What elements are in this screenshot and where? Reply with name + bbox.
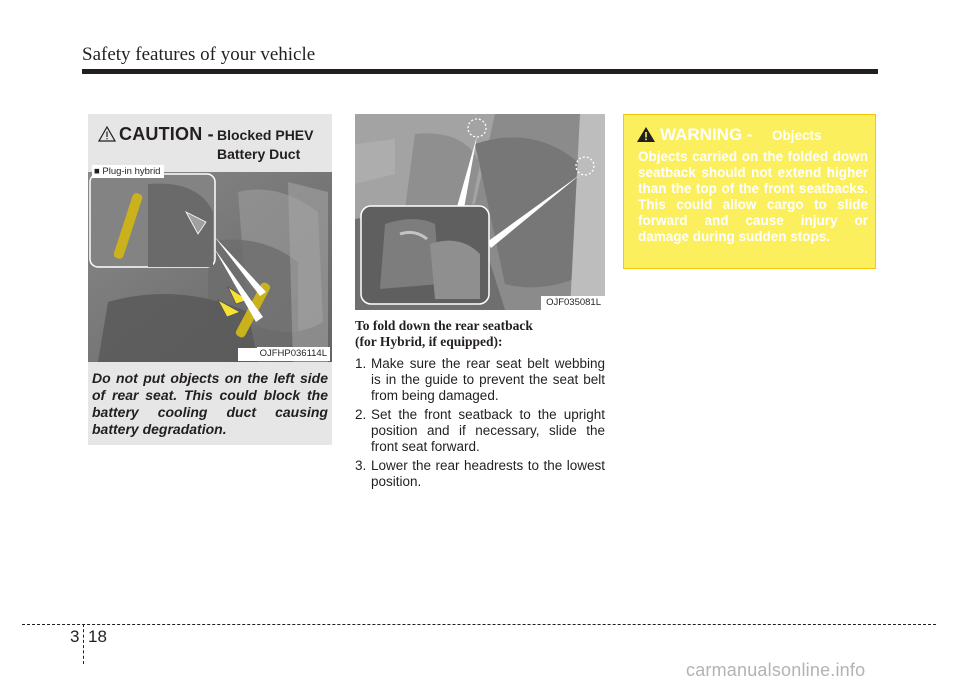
step-number: 3. xyxy=(355,458,367,473)
plug-in-hybrid-label: ■ Plug-in hybrid xyxy=(92,165,164,178)
caution-image-frame xyxy=(88,172,332,362)
warning-word: WARNING - xyxy=(660,125,753,144)
caution-word: CAUTION - xyxy=(119,124,214,144)
page-number: 18 xyxy=(88,627,107,646)
list-item xyxy=(355,458,605,490)
warning-box xyxy=(623,114,876,269)
caution-triangle-icon xyxy=(98,126,116,142)
caution-header xyxy=(88,122,332,170)
chapter-number: 3 xyxy=(70,627,80,646)
list-item xyxy=(355,356,605,404)
header-rule-thin xyxy=(82,73,878,74)
caution-subtitle-line2: Battery Duct xyxy=(217,146,301,162)
footer-rule xyxy=(22,624,936,625)
center-image-frame xyxy=(355,114,605,310)
caution-image-code: OJFHP036114L xyxy=(257,347,330,360)
fold-down-steps-list xyxy=(355,356,605,493)
step-text: Lower the rear headrests to the lowest position. xyxy=(371,458,605,489)
watermark: carmanualsonline.info xyxy=(686,660,866,680)
step-text: Set the front seatback to the upright position and if necessary, slide the front seat forward. xyxy=(371,407,605,454)
step-number: 2. xyxy=(355,407,367,422)
caution-body-text: Do not put objects on the left side of rear seat. This could block the battery cooling duct causing battery degradation. xyxy=(92,370,328,437)
fold-down-heading xyxy=(355,318,607,350)
warning-triangle-icon xyxy=(636,126,656,143)
center-image-code: OJF035081L xyxy=(543,296,604,309)
page-header-title: Safety features of your vehicle xyxy=(82,44,316,65)
fold-down-heading-line2: (for Hybrid, if equipped): xyxy=(355,334,503,349)
warning-subtitle: Objects xyxy=(772,128,822,143)
footer-divider xyxy=(83,624,84,664)
warning-body-text: Objects carried on the folded down seatback should not extend higher than the top of the front seatbacks. This could allow cargo to slide forward and cause injury or damage during sudden stops. xyxy=(638,149,868,244)
fold-down-heading-line1: To fold down the rear seatback xyxy=(355,318,533,333)
step-text: Make sure the rear seat belt webbing is in the guide to prevent the seat belt from being damaged. xyxy=(371,356,605,403)
list-item xyxy=(355,407,605,455)
caution-subtitle-line1: Blocked PHEV xyxy=(217,127,314,143)
step-number: 1. xyxy=(355,356,367,371)
caution-box xyxy=(88,114,332,445)
